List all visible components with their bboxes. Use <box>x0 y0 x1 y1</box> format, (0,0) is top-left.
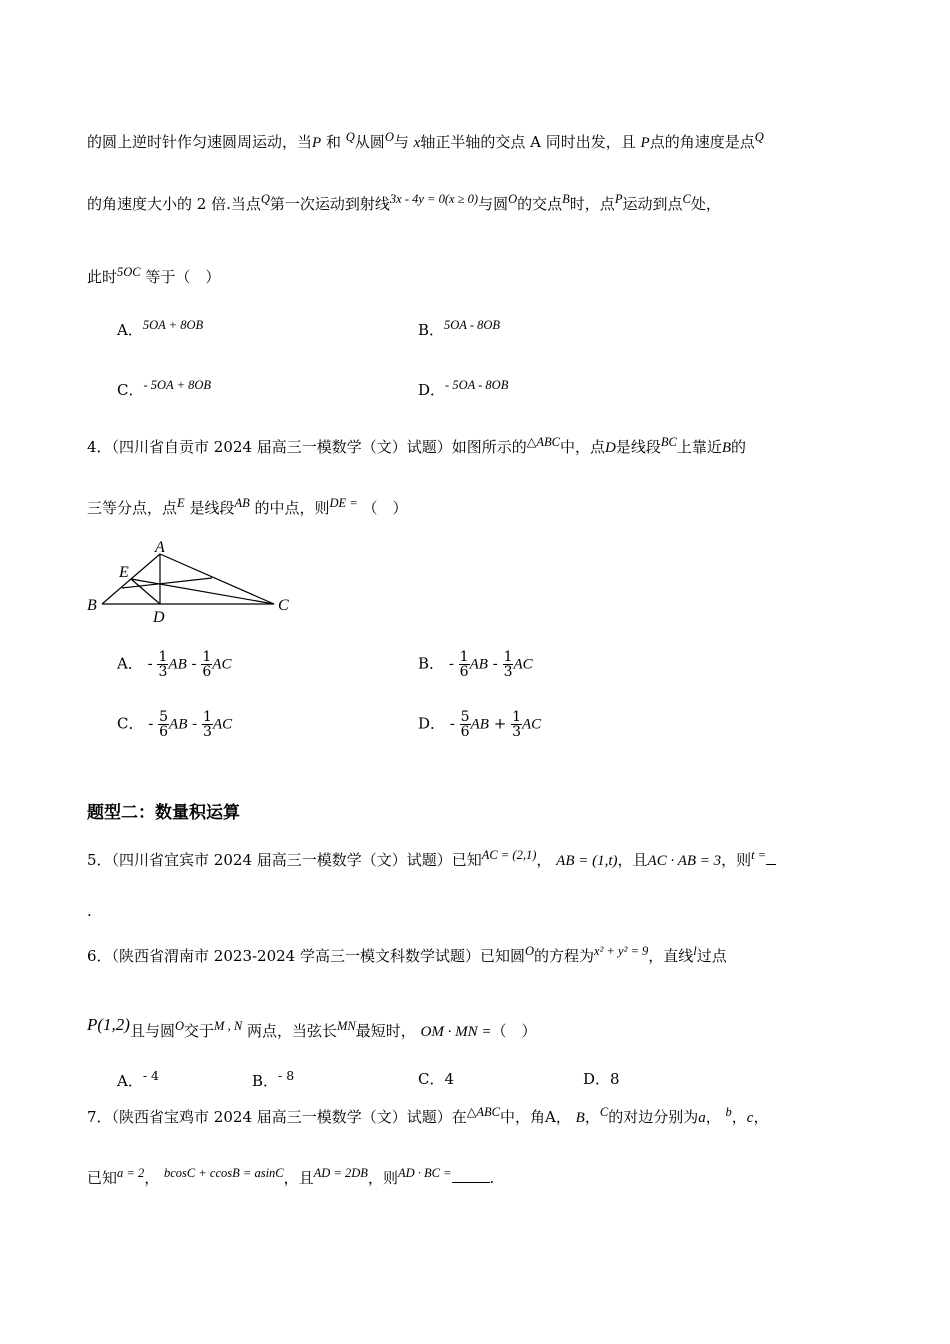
q3-line-2: 的角速度大小的 2 倍.当点$^Q$第一次运动到射线$^{3x - 4y = 0(x \ge 0)}$与圆$^O$的交点$^B$时，点$^P$运动到点$^C$处， <box>87 192 721 213</box>
q6-line-2: $^{P(1,2)}$且与圆$^O$交于$^{M , N}$ 两点，当弦长$^{MN}$最短时， OM · MN =（ ） <box>87 1015 537 1040</box>
q3-line-3: 此时$^{5OC}$ 等于（ ） <box>87 265 221 286</box>
q5-period: . <box>87 902 92 920</box>
q5-line-1: 5．（四川省宜宾市 2024 届高三一模数学（文）试题）已知$^{AC = (2,1)}$， AB = (1,t)，且AC · AB = 3，则$^{t =}$ <box>87 848 776 870</box>
segment-ac <box>160 554 274 604</box>
fraction: $\frac{5}{6}$ <box>159 709 169 740</box>
q4-triangle-figure <box>82 536 302 628</box>
label-b: B <box>87 597 97 614</box>
q6-option-c[interactable]: C．4 <box>418 1070 455 1088</box>
fraction: $\frac{1}{3}$ <box>203 709 212 740</box>
q4-option-a[interactable]: A． - $\frac{1}{3}$ AB - $\frac{1}{6}$ AC <box>117 649 232 680</box>
q7-line-1: 7．（陕西省宝鸡市 2024 届高三一模数学（文）试题）在$^{\triangle ABC}$中，角A， B，$^C$的对边分别为a， $^b$，c， <box>87 1105 769 1126</box>
q7-line-2: 已知$^{a = 2}$， $^{bcosC + ccosB = asinC}$，且$^{AD = 2DB}$，则$^{AD \cdot BC =}$ . <box>87 1166 495 1187</box>
label-c: C <box>278 597 289 614</box>
label-e: E <box>119 564 129 581</box>
label-d: D <box>153 609 165 626</box>
q4-option-b[interactable]: B． - $\frac{1}{6}$ AB - $\frac{1}{3}$ AC <box>418 649 533 680</box>
fraction: $\frac{1}{3}$ <box>503 649 513 680</box>
q3-option-a[interactable]: A．$^{5OA + 8OB}$ <box>117 318 204 339</box>
q4-line-2: 三等分点，点$^E$ 是线段$^{AB}$ 的中点，则$^{DE =}$ （ ） <box>87 496 408 517</box>
fraction: $\frac{1}{6}$ <box>459 649 469 680</box>
q4-line-1: 4．（四川省自贡市 2024 届高三一模数学（文）试题）如图所示的$^{\triangle ABC}$中，点D是线段$^{BC}$上靠近B的 <box>87 435 747 456</box>
fraction: $\frac{1}{3}$ <box>158 649 168 680</box>
q3-option-b[interactable]: B．$^{5OA - 8OB}$ <box>418 318 501 339</box>
answer-blank[interactable] <box>452 1168 490 1183</box>
q3-line-1: 的圆上逆时针作匀速圆周运动，当P 和 $^Q$从圆$^O$与 x轴正半轴的交点 A 同时出发，且 P点的角速度是点$^Q$ <box>87 130 764 151</box>
q3-option-c[interactable]: C．$^{- 5OA + 8OB}$ <box>117 378 212 399</box>
q3-option-d[interactable]: D．$^{- 5OA - 8OB}$ <box>418 378 509 399</box>
answer-blank[interactable] <box>766 850 776 865</box>
label-a: A <box>155 539 165 556</box>
q6-line-1: 6．（陕西省渭南市 2023-2024 学高三一模文科数学试题）已知圆$^O$的方程为$^{x^2 + y^2 = 9}$，直线$^l$过点 <box>87 944 727 965</box>
section-heading: 题型二：数量积运算 <box>87 803 240 823</box>
q4-option-c[interactable]: C． - $\frac{5}{6}$ AB - $\frac{1}{3}$ AC <box>117 709 233 740</box>
q4-option-d[interactable]: D． - $\frac{5}{6}$ AB + $\frac{1}{3}$ AC <box>418 709 542 740</box>
q6-option-d[interactable]: D．8 <box>583 1070 620 1088</box>
fraction: $\frac{1}{6}$ <box>202 649 212 680</box>
q6-option-a[interactable]: A．$^{- 4}$ <box>117 1068 159 1090</box>
fraction: $\frac{5}{6}$ <box>460 709 470 740</box>
fraction: $\frac{1}{3}$ <box>512 709 521 740</box>
segment-ec <box>131 579 274 604</box>
q6-option-b[interactable]: B．$^{- 8}$ <box>252 1068 295 1090</box>
